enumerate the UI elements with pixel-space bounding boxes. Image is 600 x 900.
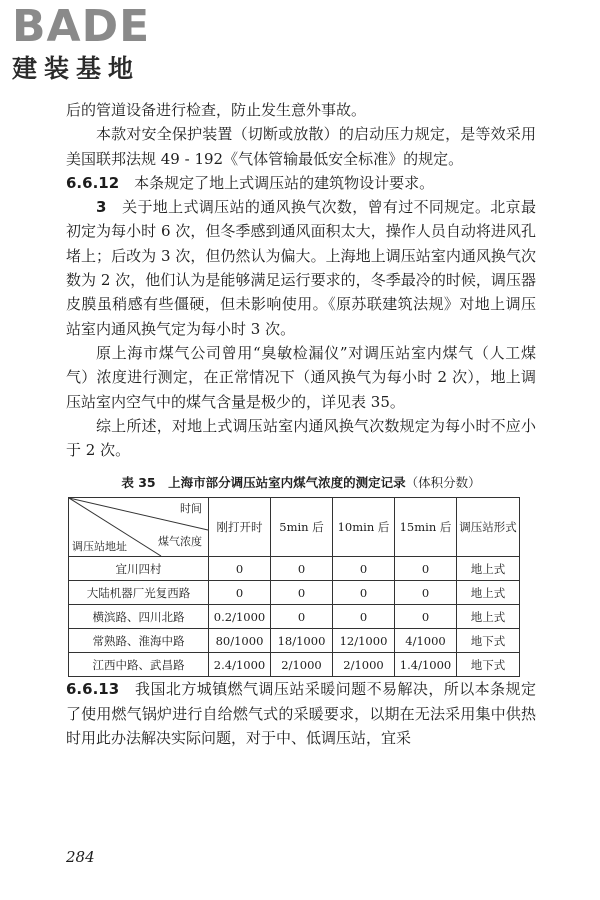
section-number: 6.6.12 — [66, 173, 120, 192]
table-cell: 地上式 — [457, 605, 520, 629]
section-text: 本条规定了地上式调压站的建筑物设计要求。 — [134, 173, 435, 192]
table-cell: 0.2/1000 — [209, 605, 271, 629]
paragraph: 后的管道设备进行检查，防止发生意外事故。 — [66, 101, 367, 119]
table-cell: 地下式 — [457, 653, 520, 677]
table-cell: 0 — [271, 581, 333, 605]
table-row — [69, 629, 520, 653]
item-text: 关于地上式调压站的通风换气次数，曾有过不同规定。北京最初定为每小时 6 次，但冬季感到通风面积太大，操作人员自动将进风孔堵上；后改为 3 次，但仍然认为偏大。上海地上调压站室内通风换气次数为 2 次，他们认为是能够满足运行要求的，冬季最冷的时候，调压器皮膜虽稍感有些僵硬，但未影响使用。《原苏联建筑法规》对地上调压站室内通风换气定为每小时 3 次。 — [66, 198, 536, 338]
table-cell: 2/1000 — [333, 653, 395, 677]
section-paragraph — [66, 171, 536, 195]
corner-label-site: 调压站地址 — [72, 540, 127, 554]
table-cell: 4/1000 — [395, 629, 457, 653]
table-row — [69, 557, 520, 581]
table-cell: 18/1000 — [271, 629, 333, 653]
paragraph: 原上海市煤气公司曾用“臭敏检漏仪”对调压站室内煤气（人工煤气）浓度进行测定，在正常情况下（通风换气为每小时 2 次），地上调压站室内空气中的煤气含量是极少的，详见表 35。 — [66, 343, 536, 411]
logo — [12, 1, 182, 84]
concentration-table — [68, 497, 520, 677]
page-number: 284 — [66, 848, 95, 866]
table-cell: 0 — [395, 605, 457, 629]
table-cell: 地上式 — [457, 557, 520, 581]
corner-label-concentration: 煤气浓度 — [158, 535, 202, 549]
table-caption-unit: （体积分数） — [405, 475, 481, 491]
table-header-row — [69, 498, 520, 557]
corner-label-time: 时间 — [180, 502, 202, 516]
table-row — [69, 605, 520, 629]
column-header: 5min 后 — [271, 498, 333, 557]
table-cell: 80/1000 — [209, 629, 271, 653]
logo-subtitle: 建装基地 — [12, 54, 141, 83]
table-cell: 常熟路、淮海中路 — [69, 629, 209, 653]
table-caption — [66, 474, 536, 492]
paragraph: 本款对安全保护装置（切断或放散）的启动压力规定，是等效采用美国联邦法规 49 - 192《气体管输最低安全标准》的规定。 — [66, 125, 536, 168]
logo-wordmark: BADE — [12, 1, 151, 52]
section-text: 我国北方城镇燃气调压站采暖问题不易解决，所以本条规定了使用燃气锅炉进行自给燃气式的采暖要求，以期在无法采用集中供热时用此办法解决实际问题，对于中、低调压站，宜采 — [66, 680, 536, 748]
paragraph — [66, 195, 536, 341]
table-cell: 2.4/1000 — [209, 653, 271, 677]
table-cell: 0 — [271, 557, 333, 581]
table-corner-cell — [69, 498, 209, 557]
page-body — [66, 98, 536, 750]
column-header: 10min 后 — [333, 498, 395, 557]
table-caption-title: 表 35 上海市部分调压站室内煤气浓度的测定记录 — [121, 475, 406, 491]
table-cell: 江西中路、武昌路 — [69, 653, 209, 677]
table-cell: 0 — [209, 557, 271, 581]
column-header: 15min 后 — [395, 498, 457, 557]
table-cell: 0 — [395, 557, 457, 581]
item-number: 3 — [96, 198, 107, 217]
table-cell: 地下式 — [457, 629, 520, 653]
table-row — [69, 653, 520, 677]
table-cell: 横滨路、四川北路 — [69, 605, 209, 629]
table-cell: 0 — [395, 581, 457, 605]
table-cell: 宜川四村 — [69, 557, 209, 581]
table-cell: 0 — [271, 605, 333, 629]
table-cell: 0 — [333, 605, 395, 629]
section-paragraph — [66, 677, 536, 750]
table-cell: 1.4/1000 — [395, 653, 457, 677]
table-cell: 大陆机器厂光复西路 — [69, 581, 209, 605]
table-cell: 地上式 — [457, 581, 520, 605]
table-cell: 2/1000 — [271, 653, 333, 677]
table-row — [69, 581, 520, 605]
section-number: 6.6.13 — [66, 680, 120, 699]
column-header: 调压站形式 — [457, 498, 520, 557]
table-cell: 0 — [333, 557, 395, 581]
column-header: 刚打开时 — [209, 498, 271, 557]
paragraph: 综上所述，对地上式调压站室内通风换气次数规定为每小时不应小于 2 次。 — [66, 416, 536, 460]
table-cell: 0 — [333, 581, 395, 605]
table-cell: 0 — [209, 581, 271, 605]
table-cell: 12/1000 — [333, 629, 395, 653]
